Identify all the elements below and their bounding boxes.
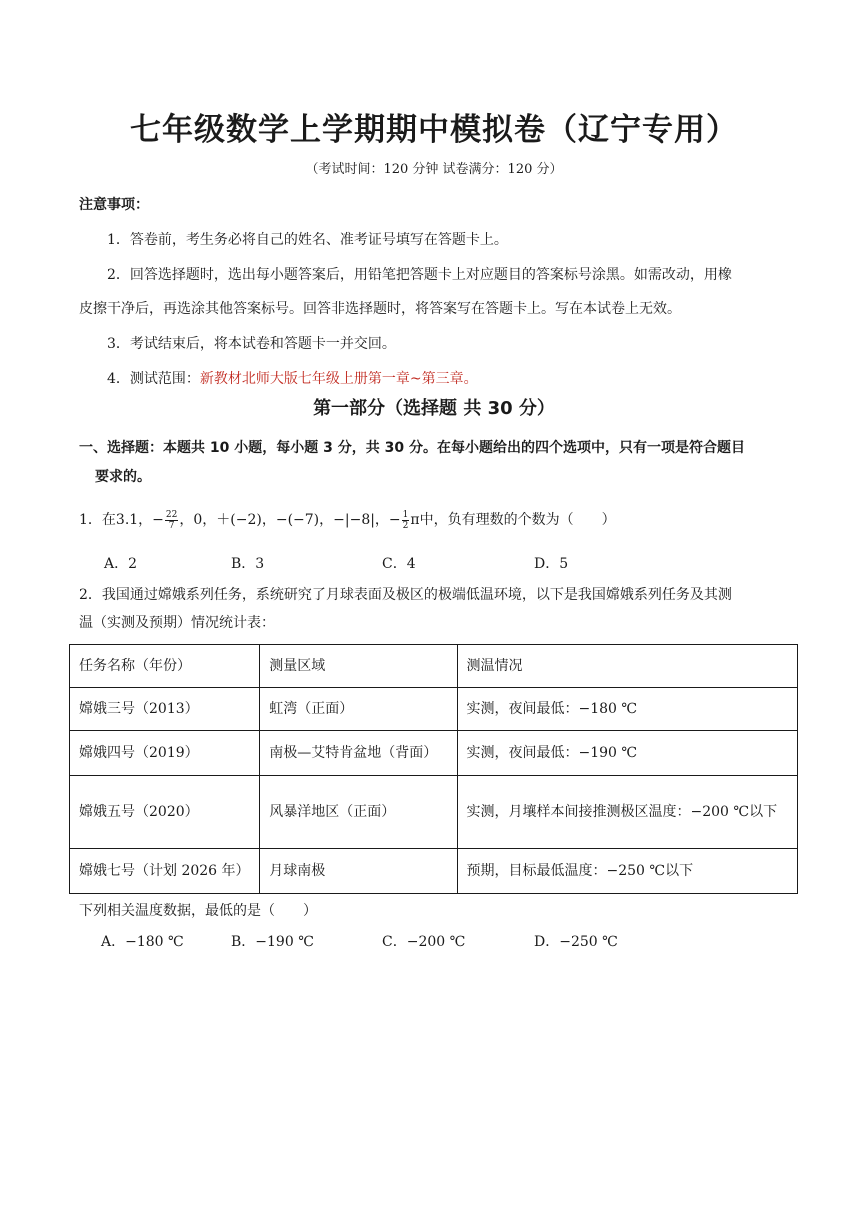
table-row	[70, 731, 798, 776]
table-header-cell: 测温情况	[457, 645, 797, 688]
table-cell: 实测，夜间最低：−190 ℃	[457, 731, 797, 776]
q1-numbers-a: 3.1，−	[115, 512, 164, 528]
notice-item-1: 1．答卷前，考生务必将自己的姓名、准考证号填写在答题卡上。	[107, 232, 508, 248]
table-cell: 南极—艾特肯盆地（背面）	[260, 731, 457, 776]
fraction-22-over-7	[165, 510, 178, 531]
table-cell: 实测，夜间最低：−180 ℃	[457, 688, 797, 731]
temperature-table	[69, 644, 798, 894]
notice-heading: 注意事项：	[79, 197, 149, 213]
fraction-1-over-2	[402, 510, 410, 531]
table-row	[70, 776, 798, 849]
table-row	[70, 688, 798, 731]
q2-option-d: D．−250 ℃	[534, 934, 618, 950]
fraction-denominator: 2	[402, 520, 409, 531]
q1-numbers-c: π中，负有理数的个数为（ ）	[410, 512, 616, 528]
table-cell: 虹湾（正面）	[260, 688, 457, 731]
page-title: 七年级数学上学期期中模拟卷（辽宁专用）	[130, 112, 738, 148]
table-cell: 预期，目标最低温度：−250 ℃以下	[457, 849, 797, 894]
question-2-stem-line-1: 2．我国通过嫦娥系列任务，系统研究了月球表面及极区的极端低温环境，以下是我国嫦娥系列任务及其测	[79, 587, 732, 603]
test-range: 新教材北师大版七年级上册第一章~第三章。	[199, 371, 478, 387]
question-2-stem-line-2: 温（实测及预期）情况统计表：	[79, 615, 275, 631]
table-cell: 嫦娥七号（计划 2026 年）	[70, 849, 260, 894]
q2-option-a: A．−180 ℃	[101, 934, 184, 950]
notice-item-3: 3．考试结束后，将本试卷和答题卡一并交回。	[107, 336, 396, 352]
section-instruction-line-2: 要求的。	[95, 469, 151, 485]
q1-option-a: A．2	[104, 556, 138, 572]
q1-option-b: B．3	[231, 556, 265, 572]
table-cell: 嫦娥四号（2019）	[70, 731, 260, 776]
table-row	[70, 849, 798, 894]
q1-prefix: 1．在	[79, 512, 116, 528]
q1-numbers-b: ，0，＋(−2)，−(−7)，−|−8|，−	[179, 512, 401, 528]
table-header-cell: 测量区域	[260, 645, 457, 688]
part-one-title: 第一部分（选择题 共 30 分）	[313, 398, 555, 419]
q1-option-d: D．5	[534, 556, 569, 572]
notice-item-2-line-1: 2．回答选择题时，选出每小题答案后，用铅笔把答题卡上对应题目的答案标号涂黑。如需改动，用橡	[107, 267, 732, 283]
q1-option-c: C．4	[382, 556, 416, 572]
notice-item-2-line-2: 皮擦干净后，再选涂其他答案标号。回答非选择题时，将答案写在答题卡上。写在本试卷上无效。	[79, 301, 681, 317]
table-cell: 风暴洋地区（正面）	[260, 776, 457, 849]
q2-option-c: C．−200 ℃	[382, 934, 466, 950]
question-2-prompt: 下列相关温度数据，最低的是（ ）	[79, 903, 317, 919]
table-header-row	[70, 645, 798, 688]
table-cell: 月球南极	[260, 849, 457, 894]
fraction-denominator: 7	[168, 520, 175, 531]
question-1-stem	[79, 509, 616, 531]
fraction-numerator: 1	[402, 509, 409, 520]
table-cell: 实测，月壤样本间接推测极区温度：−200 ℃以下	[457, 776, 797, 849]
notice-item-4-prefix: 4．测试范围：	[107, 371, 200, 387]
table-cell: 嫦娥五号（2020）	[70, 776, 260, 849]
exam-info: （考试时间：120 分钟 试卷满分：120 分）	[305, 162, 563, 177]
section-instruction-line-1: 一、选择题：本题共 10 小题，每小题 3 分，共 30 分。在每小题给出的四个选项中，只有一项是符合题目	[79, 440, 745, 456]
table-header-cell: 任务名称（年份）	[70, 645, 260, 688]
fraction-numerator: 22	[165, 509, 178, 520]
notice-item-4	[107, 368, 478, 390]
table-cell: 嫦娥三号（2013）	[70, 688, 260, 731]
q2-option-b: B．−190 ℃	[231, 934, 314, 950]
